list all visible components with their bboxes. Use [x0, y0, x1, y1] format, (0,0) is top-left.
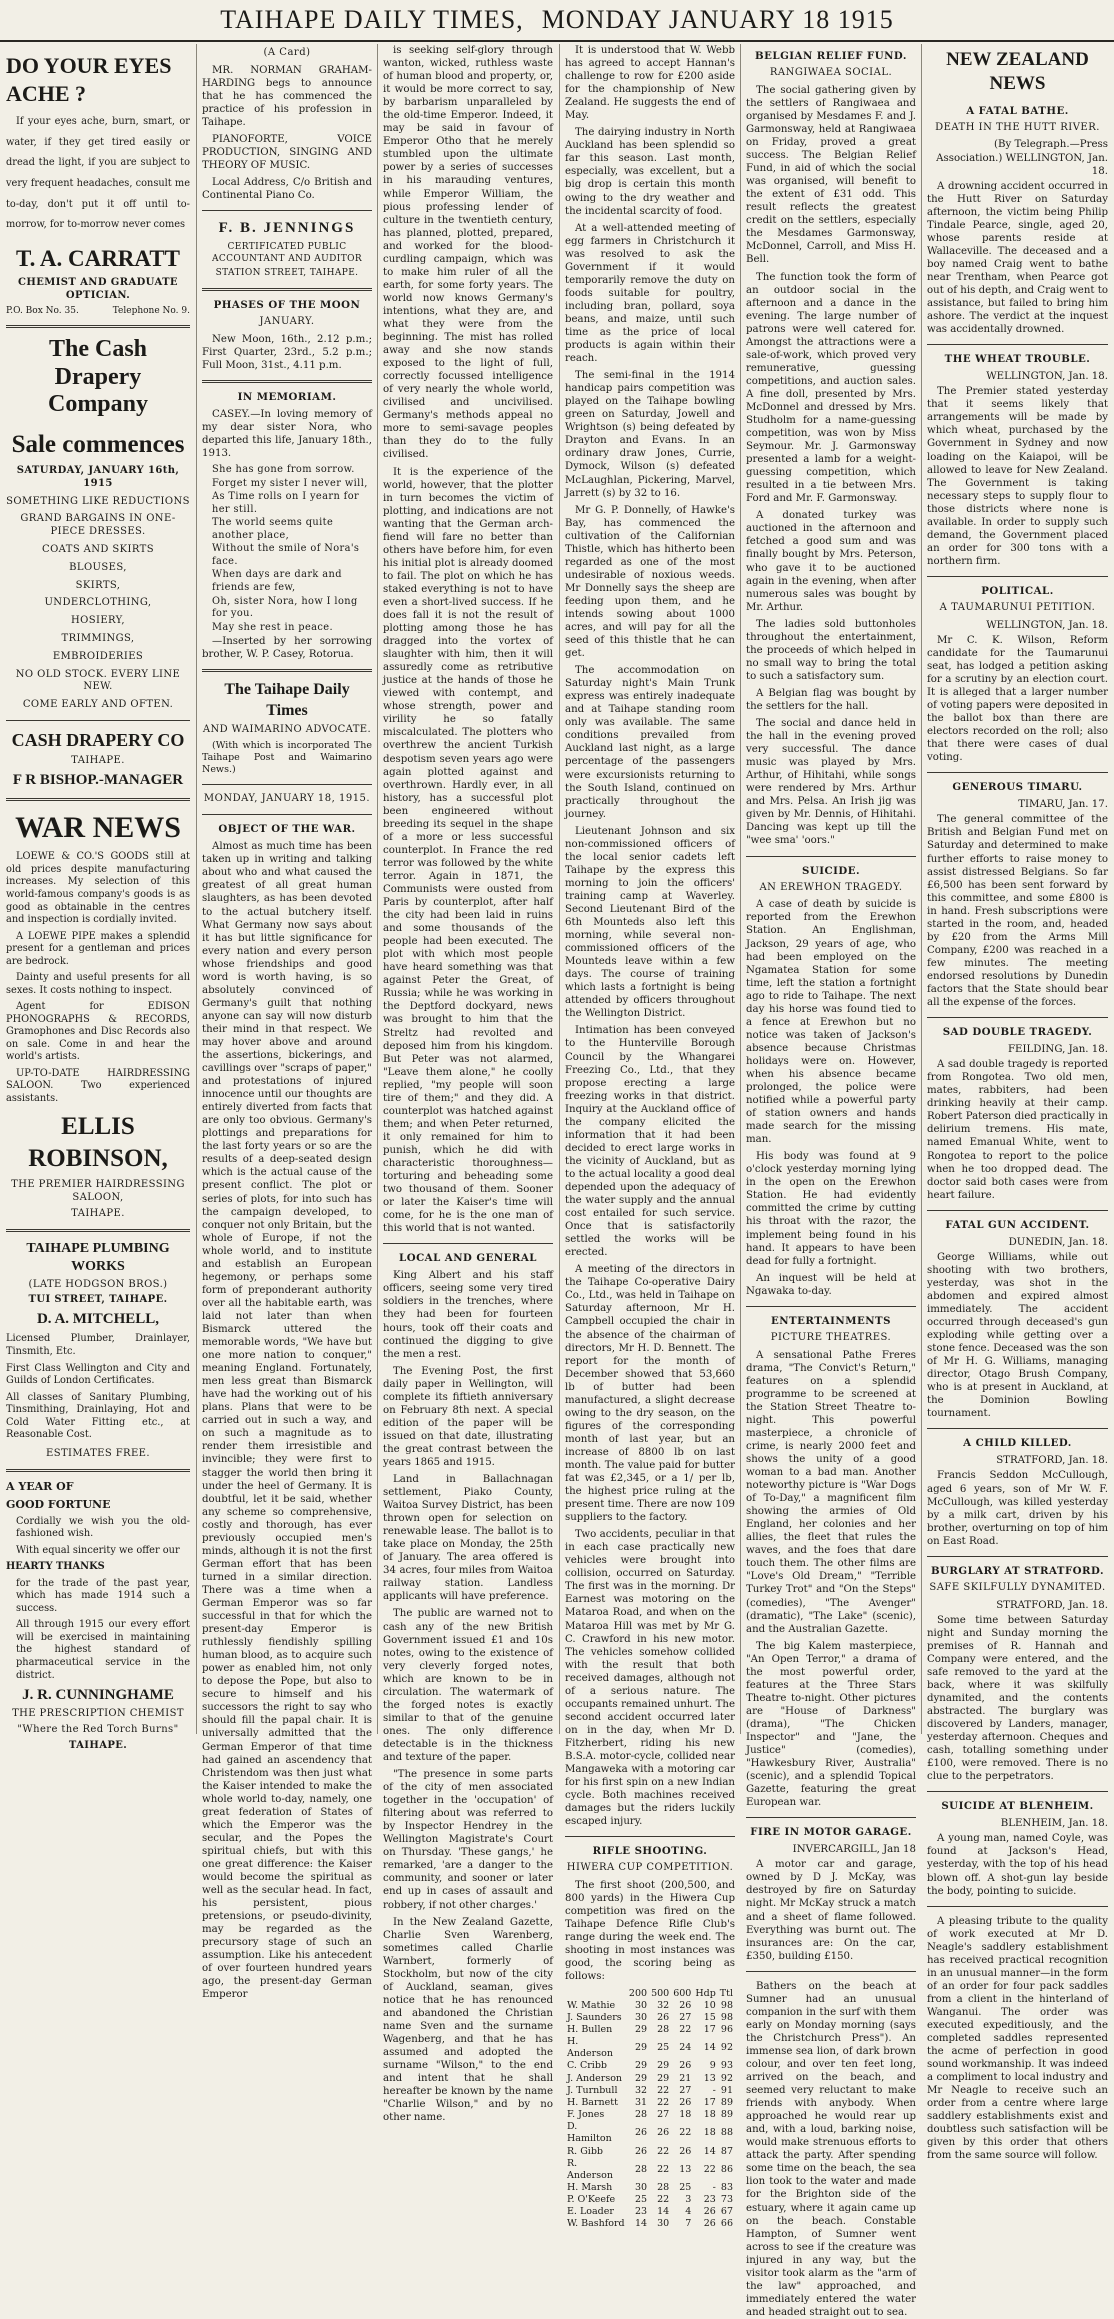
jennings-name: F. B. JENNINGS	[218, 220, 356, 237]
rifle-heading: RIFLE SHOOTING.	[592, 1845, 708, 1858]
rifle-score-row	[565, 2182, 735, 2194]
sale-line: COATS AND SKIRTS	[42, 544, 154, 555]
rifle-header-cell: 500	[651, 1987, 670, 1999]
year-text-4: All through 1915 our every effort will be exercised in maintaining the highest standard of pharmaceutical service in the district.	[16, 1619, 190, 1681]
rifle-score-table	[565, 1988, 735, 2231]
paper-date-line: MONDAY, JANUARY 18, 1915.	[203, 793, 371, 805]
shooter-name: H. Marsh	[567, 2182, 613, 2193]
picture-paragraph: A sensational Pathe Freres drama, "The Convict's Return," features on a splendid programme to be screened at the Station Street Theatre to-night. This powerful masterpiece, a chronicle of crime, is nearly 2000 feet and shows the unity of a good woman to a bad man. Another noteworthy picture is "War Dogs of To-Day," a magnificent film showing the armies of Old England, her colonies and her allies, the fleet that rules the waves, and the foes that dare touch them. The other films are "Love's Old Dream," "Terrible Turkey Trot" and "On the Steps" (comedies), "The Avenger" (dramatic), "The Lake" (scenic), and the Australian Gazette.	[746, 1349, 916, 1635]
news-item: At a well-attended meeting of egg farmers in Christchurch it was resolved to ask the Government if it would temporarily remove the duty on foods suitable for poultry, including bran, pollard, soya beans, and maize, until such time as the price of local products is again within their reach.	[565, 222, 735, 365]
object-heading: OBJECT OF THE WAR.	[218, 823, 356, 836]
score-cell: 29	[634, 2042, 648, 2054]
column-5	[746, 44, 916, 2318]
plumber-name: D. A. MITCHELL,	[36, 1311, 160, 1328]
plumbing-address: TUI STREET, TAIHAPE.	[28, 1294, 168, 1306]
score-cell: 25	[634, 2194, 648, 2206]
moon-text: New Moon, 16th., 2.12 p.m.; First Quarter, 23rd., 5.2 p.m.; Full Moon, 31st., 4.11 p.m.	[202, 333, 372, 371]
score-cell: 13	[679, 2163, 692, 2175]
score-cell: 22	[657, 2163, 670, 2175]
rifle-header-cell: Hdp	[695, 1987, 716, 1999]
score-cell: 22	[657, 2084, 670, 2096]
year-line-1: A YEAR OF	[6, 1479, 74, 1493]
score-cell: 26	[657, 2011, 670, 2023]
moon-heading: PHASES OF THE MOON	[213, 299, 361, 311]
score-cell: 28	[657, 2182, 670, 2193]
score-cell: 89	[720, 2109, 733, 2121]
score-cell: 26	[634, 2127, 648, 2139]
belgian-paragraph: The social and dance held in the hall in the evening proved very successful. The dance music was played by Mrs. Arthur, of Hihitahi, while songs were rendered by Mrs. Arthur and Mrs. Pelsa. An Irish jig was given by Mr. Dennis, of Hihitahi. Dancing was kept up till the "wee sma' 'oors."	[746, 718, 916, 847]
score-cell: 25	[679, 2182, 692, 2193]
fire-dateline: INVERCARGILL, Jan 18	[792, 1844, 916, 1856]
year-text-1: Cordially we wish you the old-fashioned wish.	[16, 1515, 190, 1540]
score-cell: 89	[720, 2096, 733, 2108]
belgian-heading: BELGIAN RELIEF FUND.	[755, 50, 907, 62]
card-text: MR. NORMAN GRAHAM-HARDING begs to announce that he has commenced the practice of his profession in Taihape.	[202, 64, 372, 128]
news-item: It is understood that W. Webb has agreed to accept Hannan's challenge to row for £200 aside for the championship of New Zealand. He suggests the end of May.	[565, 45, 735, 122]
column-4	[565, 44, 735, 2230]
shooter-name: F. Jones	[567, 2109, 605, 2121]
sale-line: SOMETHING LIKE REDUCTIONS	[6, 495, 190, 507]
rifle-header-cell: 600	[673, 1987, 692, 1999]
score-cell: 14	[634, 2218, 648, 2230]
chemist-quote: "Where the Red Torch Burns"	[17, 1724, 179, 1736]
story-dateline: WELLINGTON, Jan. 18.	[986, 371, 1108, 383]
war-news-item: Dainty and useful presents for all sexes. It costs nothing to inspect.	[6, 972, 190, 996]
news-item: Two accidents, peculiar in that in each case practically new vehicles were brought into collision, occurred on Saturday. The first was in the morning. Dr Earnest was motoring on the Mataroa Road, and when on the Mataroa Hill was met by Mr G. C. Crawford in his new motor. The vehicles somehow collided with the result that both received damages, although not of a serious nature. The occupants remained unhurt. The second accident occurred later on in the day, when Mr D. Fitzherbert, riding his new B.S.A. motor-cycle, collided near Mangaweka with a motoring car for his first spin on a new Indian cycle. Both machines received damages but the riders luckily escaped injury.	[565, 1529, 735, 1828]
column-rule	[921, 44, 922, 1734]
score-cell: 26	[657, 2127, 670, 2139]
shooter-name: H. Bullen	[567, 2023, 613, 2035]
suicide-subheading: AN EREWHON TRAGEDY.	[759, 881, 903, 893]
story-text: Some time between Saturday night and Sunday morning the premises of R. Hannah and Company were entered, and the safe removed to the yard at the back, where it was skilfully dynamited, and the contents abstracted. The burglary was discovered by Landers, manager, yesterday afternoon. Cheques and cash, totalling something under £100, were removed. There is no clue to the perpetrators.	[927, 1614, 1108, 1783]
year-text-3: for the trade of the past year, which has made 1914 such a success.	[16, 1577, 190, 1614]
plumbing-title: TAIHAPE PLUMBING WORKS	[26, 1240, 170, 1274]
rifle-score-row	[565, 2024, 735, 2036]
story-heading: GENEROUS TIMARU.	[952, 781, 1083, 794]
score-cell: 98	[720, 1999, 733, 2011]
sale-date: SATURDAY, JANUARY 16th, 1915	[16, 465, 180, 489]
nz-news-stories	[927, 105, 1108, 1898]
object-article-continued	[383, 44, 553, 1235]
story-dateline: DUNEDIN, Jan. 18.	[1008, 1236, 1108, 1248]
score-cell: 17	[703, 2096, 716, 2108]
year-line-2: GOOD FORTUNE	[6, 1497, 111, 1511]
cash-co-place: TAIHAPE.	[71, 755, 125, 766]
score-cell: 32	[634, 2084, 648, 2096]
rifle-text: The first shoot (200,500, and 800 yards) in the Hiwera Cup competition was fired on the Taihape Defence Rifle Club's range during the week end. The shooting in most instances was good, the scoring being as follows:	[565, 1880, 735, 1983]
score-cell: 98	[720, 2011, 733, 2023]
score-cell: 13	[703, 2072, 716, 2084]
score-cell: 26	[703, 2206, 716, 2218]
plumbing-estimates: ESTIMATES FREE.	[46, 1447, 150, 1459]
score-cell: 30	[634, 2011, 648, 2023]
shooter-name: R. Gibb	[567, 2145, 603, 2157]
story-heading: A FATAL BATHE.	[966, 104, 1069, 117]
score-cell: 23	[703, 2194, 716, 2206]
rifle-score-row	[565, 2206, 735, 2218]
column-6	[927, 44, 1108, 2162]
plumbing-prev: (LATE HODGSON BROS.)	[28, 1278, 168, 1290]
saddlery-tribute: A pleasing tribute to the quality of work executed at Mr D. Neagle's saddlery establishment has received practical recognition in an unusual manner—in the form of an order for four pack saddles from a client in the hinterland of Wanganui. The order was executed expeditiously, and the completed saddles represented the acme of perfection in good sound workmanship. It was indeed a compliment to local industry and Mr Neagle to receive such an order from a centre where large saddlery establishments exist and doubtless such satisfaction will be given by this order that others from the same source will follow.	[927, 1915, 1108, 2162]
story-dateline: WELLINGTON, Jan. 18.	[986, 619, 1108, 631]
poem-line: Forget my sister I never will,	[212, 477, 368, 489]
score-cell: 91	[720, 2084, 733, 2096]
shooter-name: J. Saunders	[567, 2011, 622, 2023]
local-item: The public are warned not to cash any of the new British Government issued £1 and 10s notes, owing to the existence of very cleverly forged notes, which are known to be in circulation. The watermark of the forged notes is exactly similar to that of the genuine ones. The only difference detectable is in the thickness and texture of the paper.	[383, 1608, 553, 1763]
shooter-name: J. Anderson	[567, 2072, 623, 2084]
poem-line: Oh, sister Nora, how I long for you.	[212, 595, 358, 620]
rifle-score-row	[565, 2060, 735, 2072]
local-heading: LOCAL AND GENERAL	[399, 1252, 537, 1265]
shooter-name: P. O'Keefe	[567, 2194, 616, 2206]
story-subheading: A TAUMARUNUI PETITION.	[939, 601, 1096, 613]
paper-subtitle: AND WAIMARINO ADVOCATE.	[202, 724, 372, 736]
war-news-items	[6, 851, 190, 1105]
object-paragraph: Almost as much time has been taken up in writing and talking about who and what caused the greatest of all great human slaughters, as has been devoted to the actual butchery itself. What Germany now says about it has but little significance for every nation and every person whose friendships and good word is worth having, is so absolutely convinced of Germany's guilt that nothing anyone can say will now disturb their mind in that respect. We may hover above and around the assertions, bickerings, and cavillings over "scraps of paper," and protestations of injured innocence until our thoughts are entirely diverted from facts that are only too obvious. Germany's plottings and preparations for the last forty years or so are the results of a deep-seated design which is the actual cause of the present conflict. The plot or series of plots, for into such has the campaign developed, to conquer not only Britain, but the whole of Europe, if not the whole world, and to institute and establish an European hegemony, or perhaps some form of preponderant authority over all the habitable earth, was laid not later than when Bismarck uttered the memorable words, "We have but one more nation to conquer," meaning England. Fortunately, men less great than Bismarck have had the working out of his plans. Plans that were to be carried out in such a way, and on such a magnitude as to render them irresistible and invincible; they were first to stagger the world then bring it under the heel of Germany. It is doubtful, let it be said, whether any scheme so comprehensive, costly and thorough, has ever previously occupied men's minds, although it is not the first German effort that has been turned in a similar direction. There was a time when a German Emperor was so far successful in that for which the present-day Emperor is ruthlessly fiendishly spilling human blood, as to acquire such power as enabled him, not only to depose the Pope, but also to secure to himself and his successors the right to say who should fill the papal chair. It is universally admitted that the German Emperor of that time had gained an ascendency that Christendom was then just what the Kaiser intended to make the whole world to-day, namely, one great federation of States of which the Emperor was the secular, and the Popes the spiritual chiefs, but with this one great difference: the Kaiser would become the spiritual as well as the secular head. In fact, his persistent, pious pretensions, or pseudo-divinity, may be regarded as the precursory stage of such an assumption. Like his antecedent of over fourteen hundred years ago, the present-day German Emperor	[202, 841, 372, 2001]
sea-lion-text: Bathers on the beach at Sumner had an unusual companion in the surf with them early on Monday morning (says the Christchurch Press"). An immense sea lion, of dark brown colour, and over ten feet long, arrived on the beach, and seemed very reluctant to make friends with anybody. When approached he would rear up and, with a loud, barking noise, would make strenuous efforts to attack the party. After spending some time on the beach, the sea lion took to the water and made for the Brighton side of the estuary, where it again came up on the beach. Constable Hampton, of Sumner went across to see if the creature was injured in any way, but the visitor took alarm as the "arm of the law" approached, and immediately entered the water and headed straight out to sea.	[746, 1980, 916, 2318]
score-cell: 29	[634, 2072, 648, 2084]
war-news-item: LOEWE & CO.'S GOODS still at old prices despite manufacturing increases. My selection of this world-famous company's goods is as good as obtainable in the centres and inspection is cordially invited.	[6, 851, 190, 926]
year-text-2: With equal sincerity we offer our	[16, 1544, 180, 1556]
news-item: Mr G. P. Donnelly, of Hawke's Bay, has commenced the cultivation of the Californian Thistle, which has hitherto been regarded as one of the most undesirable of noxious weeds. Mr Donnelly says the sheep are feeding upon them, and he intends sowing about 1000 acres, and will pay for all the seed of this thistle that he can get.	[565, 504, 735, 660]
score-cell: 26	[679, 2060, 692, 2072]
war-news-item: A LOEWE PIPE makes a splendid present for a gentleman and prices are bedrock.	[6, 930, 190, 967]
score-cell: 30	[634, 1999, 648, 2011]
score-cell: 26	[679, 2096, 692, 2108]
cash-co-manager: F R BISHOP.-MANAGER	[12, 771, 184, 788]
score-cell: 21	[679, 2072, 692, 2084]
story-subheading: DEATH IN THE HUTT RIVER.	[935, 121, 1100, 133]
column-rule	[559, 44, 560, 1734]
shooter-name: W. Mathie	[567, 1999, 616, 2011]
belgian-subheading: RANGIWAEA SOCIAL.	[769, 67, 893, 79]
score-cell: 26	[679, 1999, 692, 2011]
score-cell: 24	[679, 2042, 692, 2054]
score-cell: 86	[720, 2163, 733, 2175]
optician-box: P.O. Box No. 35.	[6, 305, 79, 316]
sale-line: BLOUSES,	[69, 561, 127, 573]
paper-title: The Taihape Daily Times	[224, 681, 350, 719]
paper-note: (With which is incorporated The Taihape Post and Waimarino News.)	[202, 739, 372, 776]
story-dateline: TIMARU, Jan. 17.	[1018, 799, 1108, 811]
score-cell: 15	[703, 2011, 716, 2023]
shooter-name: H. Barnett	[567, 2096, 618, 2108]
news-item: The dairying industry in North Auckland has been splendid so far this season. Last month, especially, was excellent, but a big drop is certain this month owing to the dry weather and the incidental scarcity of food.	[565, 127, 735, 217]
score-cell: 96	[720, 2023, 733, 2035]
shooter-name: D. Hamilton	[567, 2121, 612, 2145]
score-cell: 26	[703, 2218, 716, 2230]
jennings-line: CERTIFICATED PUBLIC ACCOUNTANT AND AUDITOR	[211, 242, 363, 264]
war-news-item: Agent for EDISON PHONOGRAPHS & RECORDS, Gramophones and Disc Records also on sale. Come in and hear the world's artists.	[6, 1001, 190, 1063]
chemist-place: TAIHAPE.	[68, 1739, 128, 1751]
rifle-score-row	[565, 2146, 735, 2158]
rifle-score-row	[565, 2194, 735, 2206]
memoriam-text: CASEY.—In loving memory of my dear sister Nora, who departed this life, January 18th., 1913.	[202, 409, 372, 460]
score-cell: 22	[657, 2194, 670, 2206]
shooter-name: E. Loader	[567, 2206, 614, 2218]
score-cell: 30	[657, 2218, 670, 2230]
news-item: Intimation has been conveyed to the Hunterville Borough Council by the Whangarei Freezing Co., Ltd., that they propose erecting a large freezing works in that district. Inquiry at the Auckland office of the company elicited the information that it had been decided to erect large works in the vicinity of Auckland, but as to the actual locality a good deal depended upon the adequacy of the water supply and the annual cost entailed for such service. Once that is satisfactorily settled the works will be erected.	[565, 1025, 735, 1259]
rifle-score-row	[565, 2073, 735, 2085]
local-item: Land in Ballachnagan settlement, Piako County, Waitoa Survey District, has been thrown open for selection on renewable lease. The ballot is to take place on Monday, the 25th of January. The area offered is 34 acres, four miles from Waitoa railway station. Landless applicants will have preference.	[383, 1474, 553, 1603]
chemist-title: THE PRESCRIPTION CHEMIST	[12, 1708, 184, 1720]
belgian-paragraph: A Belgian flag was bought by the settlers for the hall.	[746, 687, 916, 712]
news-item: A meeting of the directors in the Taihape Co-operative Dairy Co., Ltd., was held in Taihape on Saturday afternoon, Mr H. Campbell occupied the chair in the absence of the chairman of directors, Mr H. D. Bennett. The report for the month of December showed that 53,660 lb of butter had been manufactured, a slight decrease owing to the dry season, on the figures of the corresponding month of last year, but an increase of 8800 lb on last month. The value paid for butter fat was £2,345, or a 1/ per lb, the highest price ruling at the present time. There are now 109 suppliers to the factory.	[565, 1264, 735, 1524]
sale-line: HOSIERY,	[71, 615, 125, 627]
story-text: Francis Seddon McCullough, aged 6 years, son of Mr W. F. McCullough, was killed yesterday by a milk cart, driven by his brother, overturning on top of him on East Road.	[927, 1470, 1108, 1547]
rifle-header-cell: Ttl	[719, 1987, 733, 1999]
score-cell: 18	[703, 2109, 716, 2121]
score-cell: 22	[657, 2145, 670, 2157]
score-cell: 29	[634, 2060, 648, 2072]
sale-line: EMBROIDERIES	[52, 650, 144, 662]
entertainments-heading: ENTERTAINMENTS	[770, 1314, 891, 1327]
score-cell: 92	[720, 2072, 733, 2084]
picture-paragraph: The big Kalem masterpiece, "An Open Terror," a drama of the most powerful order, features at the Three Stars Theatre to-night. Other pictures are "House of Darkness" (drama), "The Chicken Inspector" and "Jane, the Justice" (comedies), "Hawkesbury River, Australia" (scenic), and a splendid Topical Gazette, featuring the great European war.	[746, 1640, 916, 1809]
score-cell: 22	[679, 2127, 692, 2139]
score-cell: 87	[720, 2145, 733, 2157]
shooter-name: H. Anderson	[567, 2036, 613, 2060]
plumbing-text-3: All classes of Sanitary Plumbing, Tinsmithing, Drainlaying, Hot and Cold Water Fitting etc., at Reasonable Cost.	[6, 1391, 190, 1441]
sale-line: COME EARLY AND OFTEN.	[22, 699, 174, 711]
score-cell: 14	[703, 2042, 716, 2054]
ellis-place: TAIHAPE.	[71, 1208, 125, 1220]
story-heading: THE WHEAT TROUBLE.	[944, 353, 1091, 366]
plumbing-text-2: First Class Wellington and City and Guilds of London Certificates.	[6, 1362, 190, 1387]
cash-drapery-title: The Cash Drapery Company	[47, 336, 149, 418]
shooter-name: R. Anderson	[567, 2157, 613, 2181]
score-cell: 31	[634, 2096, 648, 2108]
rifle-score-row	[565, 2109, 735, 2121]
score-cell: 3	[685, 2194, 692, 2206]
score-cell: 92	[720, 2042, 733, 2054]
nz-news-title: NEW ZEALAND NEWS	[946, 49, 1089, 95]
local-item: King Albert and his staff officers, seeing some very tired soldiers in the trenches, where they had been for fourteen hours, took off their coats and continued the digging to give the men a rest.	[383, 1270, 553, 1360]
sale-lines	[6, 496, 190, 712]
score-cell: 28	[657, 2023, 670, 2035]
story-dateline: BLENHEIM, Jan. 18.	[1000, 1818, 1108, 1830]
column-rule	[740, 44, 741, 1734]
memoriam-poem	[212, 464, 372, 634]
poem-line: When days are dark and friends are few,	[212, 569, 342, 593]
score-cell: 14	[703, 2145, 716, 2157]
score-cell: 18	[679, 2109, 692, 2121]
object-article	[202, 840, 372, 2001]
local-items	[383, 1269, 553, 2124]
fire-text: A motor car and garage, owned by D J. McKay, was destroyed by fire on Saturday night. Mr McKay struck a match and a sheet of flame followed. Everything was burnt out. The insurances are: On the car, £350, building £150.	[746, 1859, 916, 1962]
story-text: George Williams, while out shooting with two brothers, yesterday, was shot in the abdomen and expired almost immediately. The accident occurred through deceased's gun exploding while getting over a stone fence. Deceased was the son of Mr H. G. Williams, managing director, Otago Brush Company, who is at present in Auckland, at the Dominion Bowling tournament.	[927, 1251, 1108, 1420]
story-text: The Premier stated yesterday that it seems likely that arrangements will be made by which wheat, purchased by the Government in Sydney and now loading on the Kaiapoi, will be allowed to leave for New Zealand. The Government is taking necessary steps to supply flour to those districts where none is available. In order to supply such demand, the Government placed an order for 300 tons with a northern firm.	[927, 386, 1108, 567]
column-2	[202, 44, 372, 2001]
sale-line: NO OLD STOCK. EVERY LINE NEW.	[15, 668, 181, 693]
score-cell: 18	[703, 2127, 716, 2139]
rifle-score-row	[565, 2158, 735, 2182]
picture-heading: PICTURE THEATRES.	[770, 1331, 892, 1343]
chemist-name: J. R. CUNNINGHAME	[22, 1687, 174, 1704]
sale-title: Sale commences	[11, 431, 185, 459]
score-cell: 83	[720, 2182, 733, 2193]
score-cell: 9	[709, 2060, 716, 2072]
score-cell: -	[712, 2084, 716, 2096]
score-cell: 22	[703, 2163, 716, 2175]
story-dateline: STRATFORD, Jan. 18.	[996, 1455, 1108, 1467]
belgian-paragraph: The ladies sold buttonholes throughout the entertainment, the proceeds of which helped in no small way to bring the total to such a satisfactory sum.	[746, 618, 916, 682]
story-text: The general committee of the British and Belgian Fund met on Saturday and determined to make further efforts to raise money to assist distressed Belgians. So far £6,500 has been sent forward by this committee, and some £800 is in hand. Fresh subscriptions were started in the room, and, headed by £20 from the Arms Mill Company, £200 was reached in a few minutes. The meeting endorsed resolutions by Dunedin factors that the State should bear all the expense of the forces.	[927, 814, 1108, 1009]
cash-co-name: CASH DRAPERY CO	[11, 729, 185, 750]
ellis-name: ELLIS ROBINSON,	[28, 1113, 168, 1173]
story-heading: A CHILD KILLED.	[963, 1437, 1072, 1450]
score-cell: 25	[657, 2042, 670, 2054]
paper-name: TAIHAPE DAILY TIMES,	[220, 5, 524, 34]
score-cell: 28	[634, 2163, 648, 2175]
news-items	[565, 44, 735, 1828]
story-text: A sad double tragedy is reported from Rongotea. Two old men, mates, rabbiters, had been drinking heavily at their camp. Robert Paterson died practically in delirium tremens. His mate, named Emanual White, went to Rongotea to report to the police when he too dropped dead. The doctor said both cases were from heart failure.	[927, 1059, 1108, 1201]
local-item: In the New Zealand Gazette, Charlie Sven Warenberg, sometimes called Charlie Warnbert, formerly of Stockholm, but now of the city of Auckland, seaman, gives notice that he has renounced and abandoned the Christian name Sven and the surname Wagenberg, and that he has assumed and adopted the surname "Wilson," to the end and intent that he shall hereafter be known by the name "Charlie Wilson," and by no other name.	[383, 1916, 553, 2124]
suicide-article	[746, 898, 916, 1297]
poem-line: Without the smile of Nora's face.	[212, 543, 360, 567]
suicide-heading: SUICIDE.	[801, 864, 861, 877]
rifle-score-row	[565, 2085, 735, 2097]
rifle-score-row	[565, 2012, 735, 2024]
poem-line: The world seems quite another place,	[212, 517, 334, 541]
rifle-header-cell: 200	[628, 1987, 648, 1999]
belgian-article	[746, 84, 916, 848]
score-cell: 93	[720, 2060, 733, 2072]
score-cell: 7	[685, 2218, 692, 2230]
object-paragraph: It is the experience of the world, however, that the plotter in turn becomes the victim of plotting, and indications are not wanting that the German arch-fiend will fare no better than others have before him, for even his initial plot is already doomed to fail. The plot on which he has staked everything is not to have even a short-lived success. If he does fall it is not the result of plotting among those he has dragged into the vortex of slaughter with him, then it will assuredly come as retributive justice at the hands of those he viewed with contempt, and whose strength, power and virility he so fatally miscalculated. The plotters who overthrew the ancient Turkish despotism seven years ago were again plotted against and overthrown. Hardly ever, in all history, has a successful plot been engineered without breeding its sequel in the shape of a more or less successful counterplot. In France the red terror was followed by the white terror. Again in 1871, the Communists were ousted from Paris by counterplot, after half the city had been laid in ruins and some thousands of the people had been executed. The plot with which most people have heard something was that against Peter the Great, of Russia; while he was working in the Deptford dockyard, news was brought to him that the Streltz had revolted and deposed him from his kingdom. But Peter was not alarmed, "Leave them alone," he coolly replied, "my people will soon tire of them;" and they did. A counterplot was hatched against them; and when Peter returned, it only remained for him to punish, which he did with characteristic thoroughness—torturing and beheading some two thousand of them. Sooner or later the Kaiser's time will come, for he is the one man of this world that is not wanted.	[383, 466, 553, 1235]
war-news-title: WAR NEWS	[15, 810, 181, 844]
rifle-subheading: HIWERA CUP COMPETITION.	[566, 1862, 734, 1874]
optician-title: CHEMIST AND GRADUATE OPTICIAN.	[18, 277, 178, 301]
eyes-ad-title: DO YOUR EYES ACHE ?	[6, 53, 172, 107]
score-cell: 26	[679, 2145, 692, 2157]
story-heading: SUICIDE AT BLENHEIM.	[941, 1800, 1094, 1813]
rifle-score-row	[565, 2000, 735, 2012]
score-cell: 29	[657, 2072, 670, 2084]
belgian-paragraph: A donated turkey was auctioned in the afternoon and fetched a good sum and was finally bought by Mrs. Peterson, who gave it to be auctioned again in the evening, when after numerous sales was bought by Mr. Arthur.	[746, 510, 916, 613]
card-subjects: PIANOFORTE, VOICE PRODUCTION, SINGING AND THEORY OF MUSIC.	[202, 134, 372, 172]
memoriam-heading: IN MEMORIAM.	[237, 390, 337, 403]
score-cell: 4	[685, 2206, 692, 2218]
story-heading: POLITICAL.	[981, 584, 1054, 597]
score-cell: 88	[720, 2127, 733, 2139]
story-subheading: SAFE SKILFULLY DYNAMITED.	[929, 1581, 1106, 1593]
story-text: A young man, named Coyle, was found at Jackson's Head, yesterday, with the top of his head blown off. A shot-gun lay beside the body, pointing to suicide.	[927, 1833, 1108, 1897]
score-cell: -	[712, 2182, 716, 2193]
sale-line: GRAND BARGAINS IN ONE-PIECE DRESSES.	[20, 513, 176, 538]
optician-phone: Telephone No. 9.	[112, 305, 190, 316]
score-cell: 14	[657, 2206, 670, 2218]
rifle-score-row	[565, 2097, 735, 2109]
suicide-paragraph: An inquest will be held at Ngawaka to-day.	[746, 1272, 916, 1297]
column-rule	[377, 44, 378, 1734]
score-cell: 22	[657, 2096, 670, 2108]
rifle-score-row	[565, 2036, 735, 2060]
score-cell: 22	[679, 2023, 692, 2035]
score-cell: 23	[634, 2206, 648, 2218]
sale-line: TRIMMINGS,	[61, 632, 135, 644]
score-cell: 26	[634, 2145, 648, 2157]
score-cell: 27	[679, 2084, 692, 2096]
news-item: Lieutenant Johnson and six non-commissioned officers of the local senior cadets left Taihape by the express this morning to join the officers' training camp at Waverley. Second Lieutenant Bird of the 6th Mounteds also left this morning, while several non-commissioned officers of the Mounteds leave within a few days. The course of training which lasts a fortnight is being attended by officers throughout the Wellington District.	[565, 825, 735, 1020]
story-text: A drowning accident occurred in the Hutt River on Saturday afternoon, the victim being Philip Tindale Pearce, single, aged 20, whose parents reside at Wallaceville. The deceased and a boy named Craig went to bathe near Trentham, when Pearce got out of his depth, and Craig went to assistance, but failed to bring him ashore. The verdict at the inquest was accidentally drowned.	[927, 180, 1108, 336]
score-cell: 27	[657, 2109, 670, 2121]
score-cell: 29	[657, 2060, 670, 2072]
column-rule	[196, 44, 197, 1734]
score-cell: 29	[634, 2023, 648, 2035]
suicide-paragraph: A case of death by suicide is reported from the Erewhon Station. An Englishman, Jackson, 29 years of age, who had been employed on the Ngamatea Station for some time, left the station a fortnight ago to ride to Taihape. The next day his horse was found tied to a fence at Erewhon but no notice was taken of Jackson's absence because Christmas holidays were on. However, when his absence became prolonged, the police were notified while a powerful party of station owners and hands made search for the missing man.	[746, 899, 916, 1146]
optician-name: T. A. CARRATT	[16, 245, 180, 271]
belgian-paragraph: The social gathering given by the settlers of Rangiwaea and organised by Mesdames F. and J. Garmonsway, held at Rangiwaea on Friday, proved a great success. The Belgian Relief Fund, in aid of which the social was organised, will benefit to the extent of £31 odd. This result reflects the greatest credit on the settlers, especially the Mesdames Garmonsway, McDonnel, Carroll, and Miss H. Bell.	[746, 84, 916, 266]
sale-line: UNDERCLOTHING,	[44, 597, 152, 609]
score-cell: 30	[634, 2182, 648, 2193]
local-item: "The presence in some parts of the city of men associated together in the 'occupation' of filtering about was referred to by Inspector Hendrey in the Wellington Magistrate's Court on Thursday. 'These gangs,' he remarked, 'are a danger to the community, and sooner or later end up in cases of assault and robbery, if not other charges.'	[383, 1769, 553, 1911]
memoriam-by: —Inserted by her sorrowing brother, W. P. Casey, Rotorua.	[202, 636, 372, 661]
year-thanks: HEARTY THANKS	[6, 1561, 105, 1573]
score-cell: 17	[703, 2023, 716, 2035]
score-cell: 28	[634, 2109, 648, 2121]
score-cell: 27	[679, 2011, 692, 2023]
belgian-paragraph: The function took the form of an outdoor social in the afternoon and a dance in the evening. The large number of patrons were well catered for. Amongst the attractions were a sale-of-work, which proved very remunerative, guessing competitions, and auction sales. A fine doll, presented by Mrs. McDonnel and dressed by Mrs. Studholm for a name-guessing competition, was won by Miss Seymour. Mr. J. Garmonsway presented a lamb for a weight-guessing competition, which resulted in a tie between Mrs. Ford and Mr. F. Garmonsway.	[746, 271, 916, 505]
local-item: The Evening Post, the first daily paper in Wellington, will complete its fiftieth anniversary on February 8th next. A special edition of the paper will be issued on that date, illustrating the great contrast between the years 1865 and 1915.	[383, 1365, 553, 1468]
war-news-item: UP-TO-DATE HAIRDRESSING SALOON. Two experienced assistants.	[6, 1067, 190, 1104]
poem-line: May she rest in peace.	[212, 621, 333, 633]
news-item: The semi-final in the 1914 handicap pairs competition was played on the Taihape bowling green on Saturday, Jowell and Wrightson (s) being defeated by Drayton and Evans. In an ordinary draw Jones, Currie, Dymock, Wilson (s) defeated McLaughlan, Pickering, Marvel, Jarrett (s) by 32 to 16.	[565, 370, 735, 499]
picture-article	[746, 1349, 916, 1810]
score-cell: 32	[657, 1999, 670, 2011]
poem-line: As Time rolls on I yearn for her still.	[212, 491, 360, 515]
shooter-name: C. Cribb	[567, 2060, 607, 2072]
column-advertisements	[6, 44, 190, 1751]
moon-month: JANUARY.	[259, 316, 315, 328]
score-cell: 66	[720, 2218, 733, 2230]
poem-line: She has gone from sorrow.	[212, 464, 355, 476]
story-heading: FATAL GUN ACCIDENT.	[945, 1218, 1090, 1231]
card-heading: (A Card)	[263, 47, 311, 58]
rifle-score-row	[565, 2121, 735, 2145]
sale-line: SKIRTS,	[75, 579, 121, 591]
plumbing-text-1: Licensed Plumber, Drainlayer, Tinsmith, Etc.	[6, 1333, 190, 1357]
story-dateline: (By Telegraph.—Press Association.) WELLINGTON, Jan. 18.	[936, 139, 1108, 177]
rifle-header-blank	[565, 1988, 627, 2000]
story-text: Mr C. K. Wilson, Reform candidate for the Taumarunui seat, has lodged a petition asking for a scrutiny by an election court. It is alleged that a larger number of voting papers were deposited in the ballot box than there are electors recorded on the roll; also that there were cases of dual voting.	[927, 634, 1108, 764]
suicide-paragraph: His body was found at 9 o'clock yesterday morning lying in the open on the Erewhon Station. He had evidently committed the crime by cutting his throat with the razor, the implement being found in his hand. It appears to have been dead for fully a fortnight.	[746, 1151, 916, 1267]
score-cell: 10	[703, 1999, 716, 2011]
paper-date: MONDAY JANUARY 18 1915	[541, 5, 894, 34]
masthead	[0, 0, 1114, 42]
fire-heading: FIRE IN MOTOR GARAGE.	[750, 1826, 912, 1839]
column-3	[383, 44, 553, 2124]
story-dateline: FEILDING, Jan. 18.	[1007, 1044, 1108, 1056]
story-heading: BURGLARY AT STRATFORD.	[930, 1564, 1105, 1577]
rifle-score-row	[565, 2218, 735, 2230]
eyes-ad-text: If your eyes ache, burn, smart, or water, if they get tired easily or dread the light, if you are subject to very frequent headaches, consult me to-day, don't put it off until to-morrow, for to-morrow never comes	[6, 116, 190, 231]
shooter-name: J. Turnbull	[567, 2084, 618, 2096]
rifle-score-header	[565, 1988, 735, 2000]
story-dateline: STRATFORD, Jan. 18.	[996, 1599, 1108, 1611]
story-heading: SAD DOUBLE TRAGEDY.	[942, 1026, 1093, 1039]
card-address: Local Address, C/o British and Continental Piano Co.	[202, 177, 372, 202]
shooter-name: W. Bashford	[567, 2218, 625, 2230]
score-cell: 67	[720, 2206, 733, 2218]
object-paragraph: is seeking self-glory through wanton, wicked, ruthless waste of human blood and property, or, it would be more correct to say, by barbarism unparalleled by the old-time Emperor. Indeed, it may be said in favour of Emperor Otho that he merely stumbled upon the ultimate power by a series of successes in his marauding ventures, while Emperor William, the pious professing lender of culture in the twentieth century, has planned, plotted, prepared, and worked for the blood-curdling campaign, which was to make him ruler of all the earth, for some forty years. The world now knows Germany's intentions, what they are, and what they were from the beginning. The mist has rolled away and she now stands exposed to the light of full, correctly focussed intelligence of very nearly the whole world, civilised and uncivilised. Germany's methods appeal no more to semi-savage peoples than they do to the fully civilised.	[383, 45, 553, 461]
score-cell: 73	[720, 2194, 733, 2206]
jennings-address: STATION STREET, TAIHAPE.	[215, 268, 359, 279]
ellis-line: THE PREMIER HAIRDRESSING SALOON,	[11, 1179, 185, 1204]
news-item: The accommodation on Saturday night's Main Trunk express was entirely inadequate and at Taihape standing room only was available. The same conditions prevailed from Auckland last night, as a large percentage of the passengers were excursionists returning to the South Island, continued on practically throughout the journey.	[565, 665, 735, 820]
